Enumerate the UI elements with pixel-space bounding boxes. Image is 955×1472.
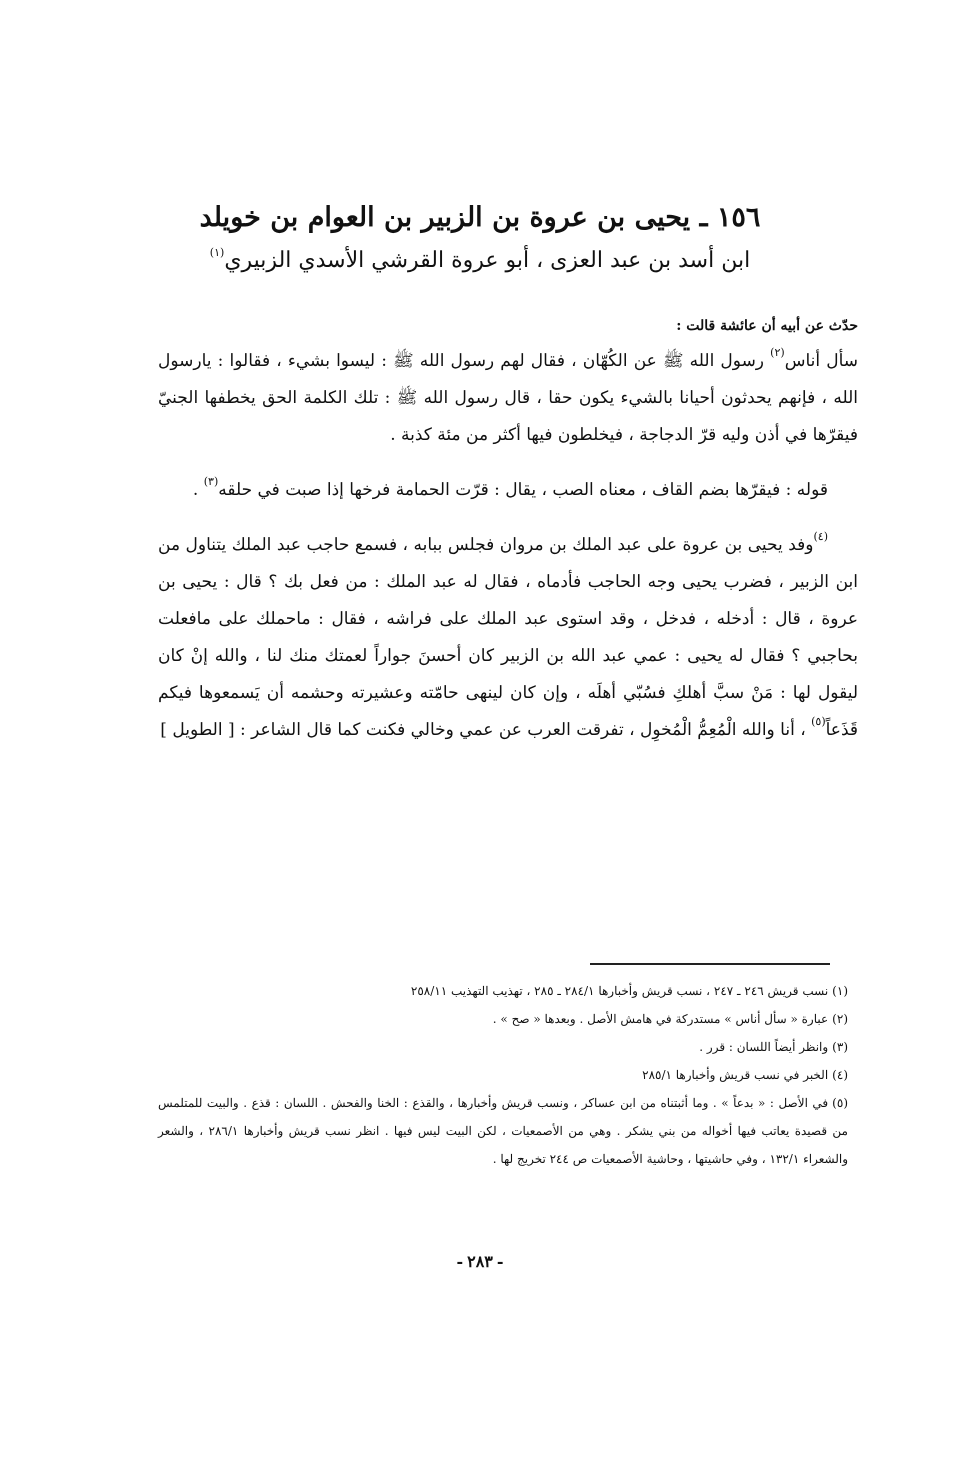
footnote-item [158,1033,848,1061]
page-number: -٢٨٣- [456,1252,504,1271]
paragraph-explanation [158,472,858,509]
entry-subtitle [150,244,810,278]
footnote-number: (٥) [832,1096,848,1110]
paragraph-text: رسول الله ﷺ عن الكُهّان ، فقال لهم رسول الله ﷺ : ليسوا بشيء ، فقالوا : يارسول الله ، فإنهم يحدثون أحيانا بالشيء يكون حقا ، قال رسول الله ﷺ : تلك الكلمة الحق يخطفها الجنيّ فيقرّها في أذن وليه قرّ الدجاجة ، فيخلطون فيها أكثر من مئة كذبة . [158,351,858,445]
paragraph-story [158,527,858,749]
footnote-item [158,1005,848,1033]
footnote-text: عبارة « سأل أناس » مستدركة في هامش الأصل . وبعدها « صح » . [492,1012,829,1026]
footnote-number: (٢) [832,1012,848,1026]
footnote-item [158,1061,848,1089]
paragraph-text: . [192,480,204,500]
footnote-ref: (٤) [813,530,828,544]
footnote-text: الخبر في نسب قريش وأخبارها ٢٨٥/١ [642,1068,829,1082]
footnote-ref: (٣) [203,475,219,489]
footnote-text: وانظر أيضاً اللسان : قرر . [699,1040,829,1054]
footnote-number: (٣) [832,1040,848,1054]
page-number-value: ٢٨٣ [467,1252,493,1271]
footnote-divider [590,963,830,965]
entry-heading [150,198,810,278]
entry-title: ١٥٦ ـ يحيى بن عروة بن الزبير بن العوام بن خويلد [199,202,761,233]
footnotes [158,977,848,1173]
paragraph-text: قوله : فيقرّها بضم القاف ، معناه الصب ، يقال : قرّت الحمامة فرخها إذا صبت في حلقه [218,480,828,500]
paragraph-text: ، أنا والله الْمُعِمُّ الْمُخوِل ، تفرقت العرب عن عمي وخالي فكنت كما قال الشاعر : [ الطويل ] [160,720,812,740]
paragraph-text: وفد يحيى بن عروة على عبد الملك بن مروان فجلس ببابه ، فسمع حاجب عبد الملك يتناول من ابن الزبير ، فضرب يحيى وجه الحاجب فأدماه ، فقال له عبد الملك : من فعل بك ؟ قال : يحيى بن عروة ، قال : أدخله ، فدخل ، وقد استوى عبد الملك على فراشه ، فقال : ماحملك على مافعلت بحاجبي ؟ فقال له يحيى : عمي عبد الله بن الزبير كان أحسنَ جواراً لعمتك منك لنا ، والله إنْ كان ليقول لها : مَنْ سبَّ أهلكِ فسُبّي أهلَه ، وإن كان لينهى حامّته وعشيرته وحشمه أن يَسمعوها فيكم قَذَعاً [158,535,858,740]
footnote-ref: (٥) [811,715,826,729]
subtitle-text: ابن أسد بن عبد العزى ، أبو عروة القرشي الأسدي الزبيري [224,248,751,273]
footnote-number: (٤) [832,1068,848,1082]
intro-line: حدّث عن أبيه أن عائشة قالت : [676,318,858,334]
paragraph-text: سأل أناس [784,351,858,371]
body-text [158,313,858,749]
footnote-ref: (١) [209,245,225,259]
footnote-text: نسب قريش ٢٤٦ ـ ٢٤٧ ، نسب قريش وأخبارها ٢٨٤/١ ـ ٢٨٥ ، تهذيب التهذيب ٢٥٨/١١ [410,984,829,998]
footnote-item [158,977,848,1005]
footnote-ref: (٢) [770,346,785,360]
footnote-number: (١) [832,984,848,998]
footnote-item [158,1089,848,1173]
footnote-text: في الأصل : « بدعاً » . وما أثبتناه من ابن عساكر ، ونسب قريش وأخبارها ، والقذع : الخنا والفحش . اللسان : قذع . والبيت للمتلمس من قصيدة يعاتب فيها أخواله من بني يشكر . وهي من الأصمعيات ، لكن البيت ليس فيها . انظر نسب قريش وأخبارها ٢٨٦/١ ، والشعر والشعراء ١٣٢/١ ، وفي حاشيتها ، وحاشية الأصمعيات ص ٢٤٤ تخريج لها . [158,1096,848,1166]
paragraph-hadith [158,343,858,454]
